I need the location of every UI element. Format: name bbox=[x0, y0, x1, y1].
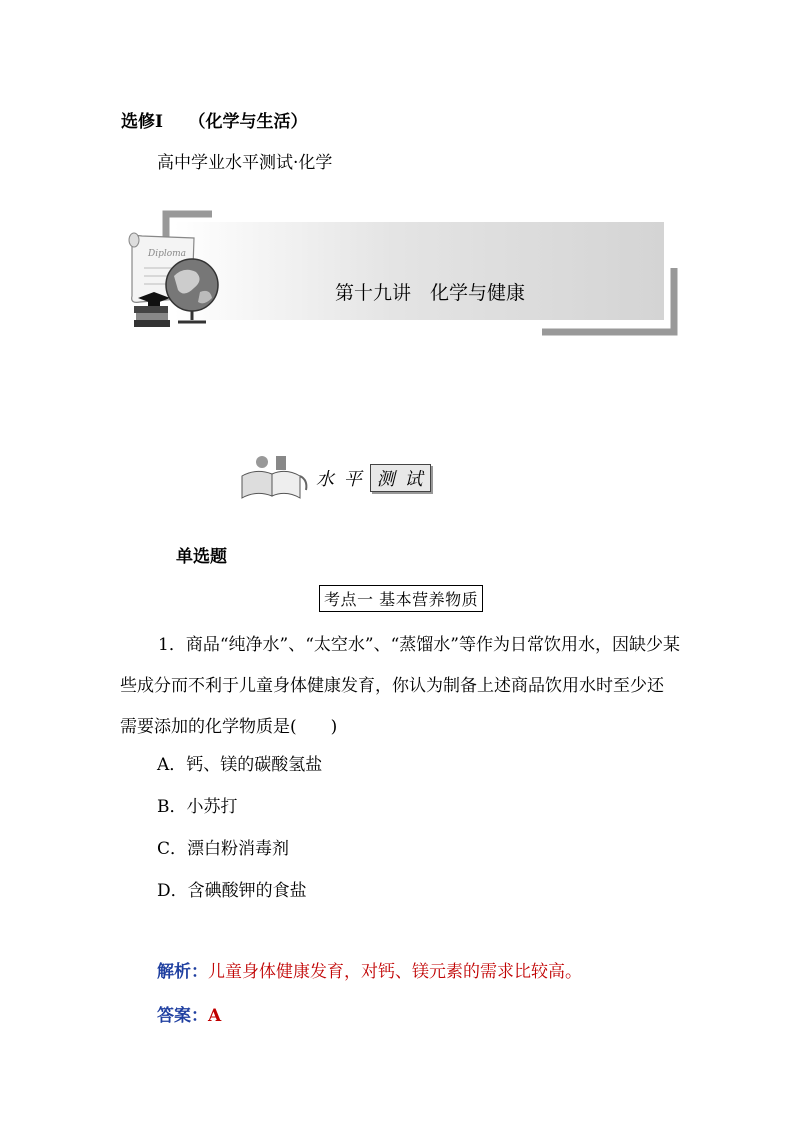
diploma-label: Diploma bbox=[148, 249, 187, 259]
page-subtitle: 高中学业水平测试·化学 bbox=[157, 153, 333, 173]
section-label-part2: 测 试 bbox=[370, 464, 432, 492]
lecture-title: 第十九讲 化学与健康 bbox=[335, 282, 526, 304]
analysis-label: 解析： bbox=[157, 962, 208, 982]
course-title: 选修Ⅰ （化学与生活） bbox=[121, 112, 308, 132]
section-label-part1: 水 平 bbox=[316, 469, 364, 490]
option-d: D．含碘酸钾的食盐 bbox=[157, 881, 307, 901]
answer-value: A bbox=[208, 1006, 222, 1026]
answer bbox=[157, 1001, 221, 1026]
topic-box: 考点一 基本营养物质 bbox=[319, 585, 483, 612]
open-book-icon bbox=[242, 456, 306, 498]
section-label bbox=[316, 464, 431, 492]
question-text: 1．商品“纯净水”、“太空水”、“蒸馏水”等作为日常饮用水，因缺少某些成分而不利于儿童身体健康发育，你认为制备上述商品饮用水时至少还需要添加的化学物质是( ) bbox=[120, 635, 680, 737]
answer-label: 答案： bbox=[157, 1006, 208, 1026]
option-b: B．小苏打 bbox=[157, 797, 238, 817]
question-type: 单选题 bbox=[176, 547, 227, 567]
option-a: A．钙、镁的碳酸氢盐 bbox=[157, 755, 323, 775]
option-c: C．漂白粉消毒剂 bbox=[157, 839, 290, 859]
books-icon bbox=[134, 306, 170, 327]
analysis-text: 儿童身体健康发育，对钙、镁元素的需求比较高。 bbox=[208, 962, 582, 982]
lecture-banner bbox=[122, 210, 682, 340]
analysis bbox=[157, 957, 582, 982]
